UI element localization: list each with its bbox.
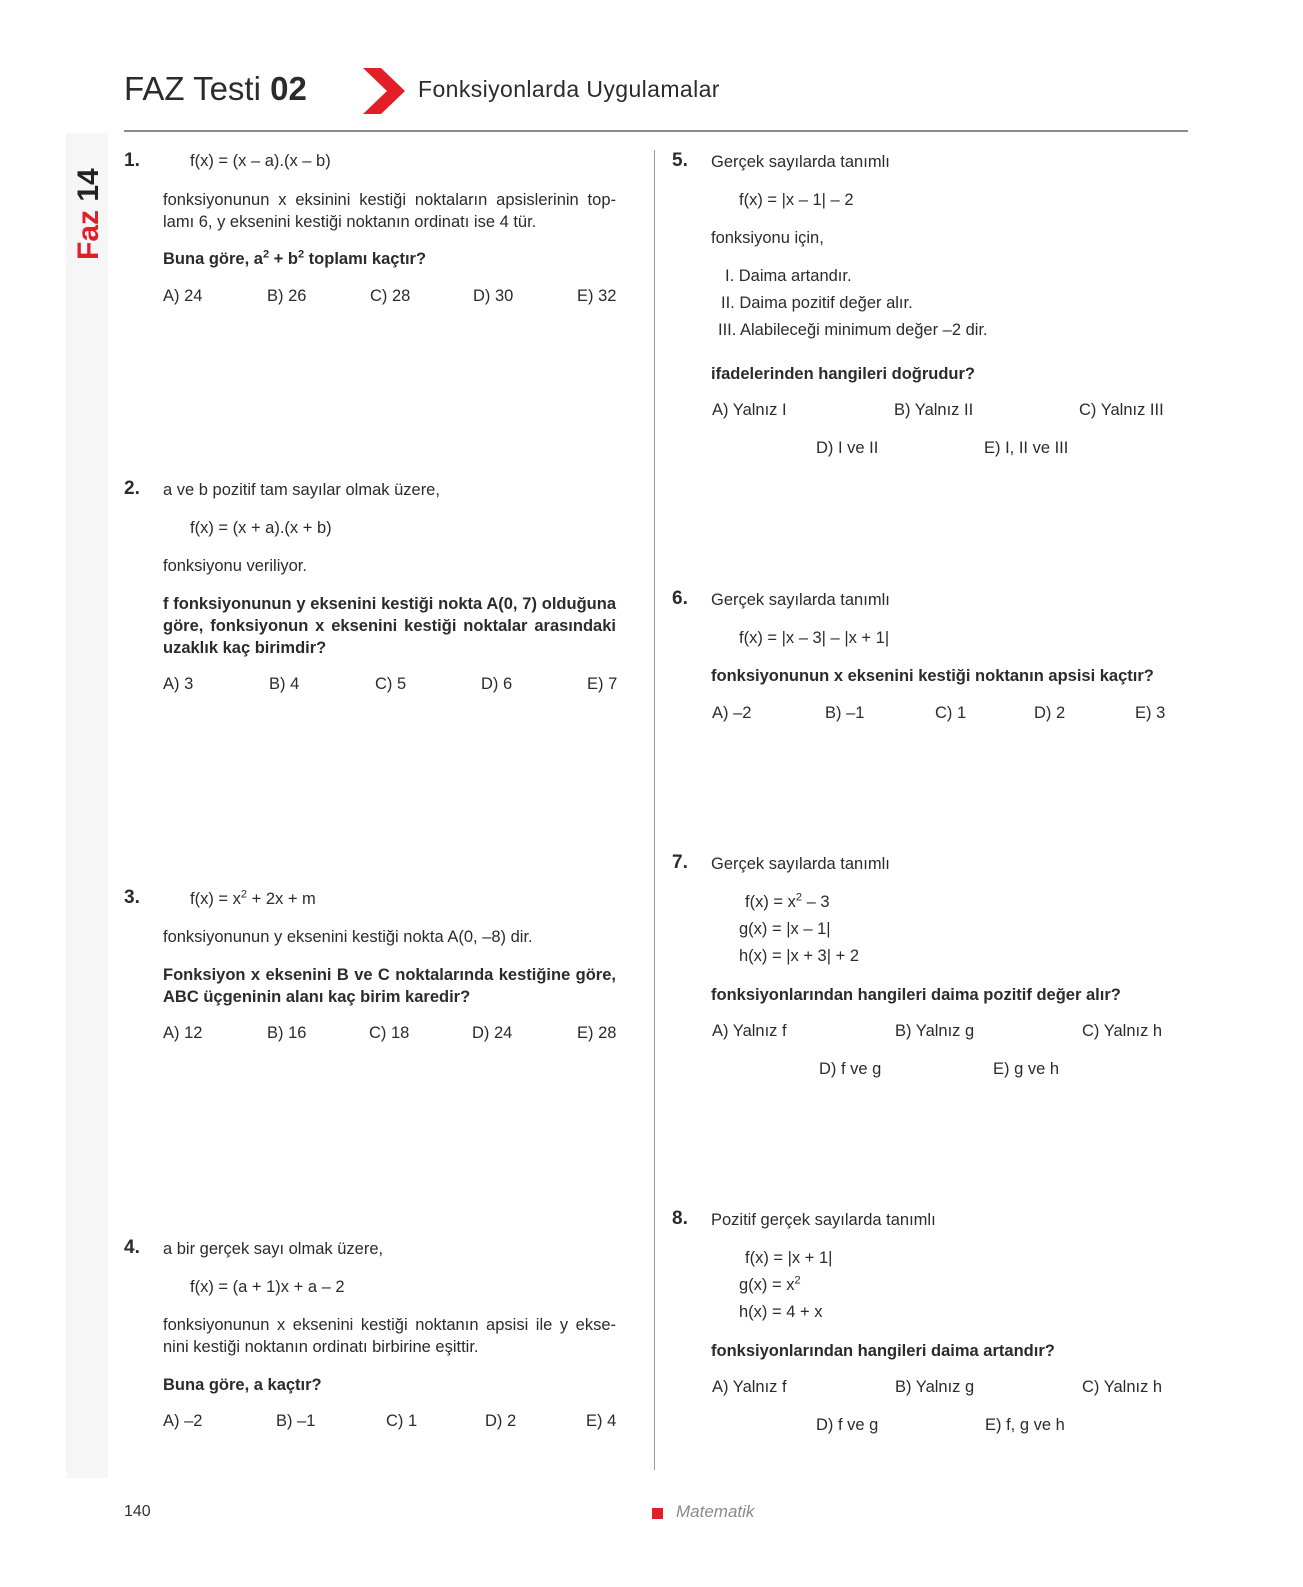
ask-part: toplamı kaçtır? (304, 250, 427, 268)
formula: f(x) = (x – a).(x – b) (190, 152, 331, 170)
answer-option[interactable]: A) Yalnız f (712, 1022, 787, 1040)
page-number: 140 (124, 1503, 151, 1520)
question-number: 3. (124, 887, 140, 908)
answer-option[interactable]: A) –2 (163, 1412, 203, 1430)
answer-option[interactable]: D) 2 (1034, 704, 1066, 722)
answer-option[interactable]: E) 3 (1135, 704, 1166, 722)
answer-option[interactable]: A) 12 (163, 1024, 203, 1042)
answer-option[interactable]: B) 4 (269, 675, 300, 693)
question-body: fonksiyonu için, (711, 229, 824, 247)
answer-option[interactable]: C) Yalnız III (1079, 401, 1164, 419)
superscript: 2 (240, 888, 248, 901)
question-ask: Buna göre, a kaçtır? (163, 1376, 322, 1394)
answer-option[interactable]: E) I, II ve III (984, 439, 1069, 457)
answer-option[interactable]: A) 24 (163, 287, 203, 305)
question-ask (163, 248, 426, 270)
question-body: fonksiyonunun x eksinini kestiği noktaların apsislerinin top-lamı 6, y eksenini kestiği noktanın ordinatı ise 4 tür. (163, 191, 616, 231)
ask-part: Buna göre, a (163, 250, 263, 268)
formula-f: f(x) = |x + 1| (745, 1249, 833, 1267)
answer-option[interactable]: D) f ve g (819, 1060, 882, 1078)
question-number: 5. (672, 150, 688, 171)
question-number: 2. (124, 478, 140, 499)
formula-h: h(x) = 4 + x (739, 1303, 823, 1321)
faz-label: Faz (72, 209, 105, 260)
answer-option[interactable]: B) –1 (825, 704, 865, 722)
answer-option[interactable]: E) 4 (586, 1412, 617, 1430)
formula: f(x) = |x – 1| – 2 (739, 191, 854, 209)
test-title (124, 70, 307, 108)
answer-option[interactable]: D) 30 (473, 287, 514, 305)
question-ask: fonksiyonlarından hangileri daima artandır? (711, 1342, 1055, 1360)
answer-option[interactable]: C) 18 (369, 1024, 410, 1042)
answer-option[interactable]: A) Yalnız I (712, 401, 787, 419)
formula-g: g(x) = |x – 1| (739, 920, 831, 938)
answer-option[interactable]: C) 28 (370, 287, 411, 305)
answer-option[interactable]: C) 5 (375, 675, 407, 693)
answer-option[interactable]: B) Yalnız II (894, 401, 974, 419)
question-body: fonksiyonunun y eksenini kestiği nokta A(0, –8) dir. (163, 928, 533, 946)
answer-option[interactable]: D) f ve g (816, 1416, 879, 1434)
formula-g (739, 1274, 801, 1296)
statement-item: I. Daima artandır. (725, 267, 852, 285)
question-intro: Pozitif gerçek sayılarda tanımlı (711, 1211, 936, 1229)
superscript: 2 (297, 248, 305, 261)
answer-option[interactable]: A) –2 (712, 704, 752, 722)
chevron-right-icon (363, 68, 405, 114)
answer-option[interactable]: E) f, g ve h (985, 1416, 1065, 1434)
answer-option[interactable]: D) 24 (472, 1024, 513, 1042)
footer-subject: Matematik (676, 1502, 755, 1521)
test-label: FAZ Testi (124, 70, 261, 107)
formula (190, 888, 316, 910)
answer-option[interactable]: C) Yalnız h (1082, 1378, 1163, 1396)
column-divider (654, 150, 655, 1470)
ask-part: + b (269, 250, 298, 268)
question-body: fonksiyonunun x eksenini kestiği noktanın apsisi ile y ekse-nini kestiği noktanın ordinatı birbirine eşittir. (163, 1316, 616, 1356)
question-intro: Gerçek sayılarda tanımlı (711, 591, 890, 609)
answer-option[interactable]: E) 32 (577, 287, 617, 305)
faz-tab (72, 168, 106, 260)
formula-h: h(x) = |x + 3| + 2 (739, 947, 860, 965)
side-band (66, 133, 108, 1478)
formula: f(x) = (a + 1)x + a – 2 (190, 1278, 345, 1296)
question-number: 6. (672, 588, 688, 609)
answer-option[interactable]: D) I ve II (816, 439, 879, 457)
answer-option[interactable]: E) g ve h (993, 1060, 1060, 1078)
statement-item: II. Daima pozitif değer alır. (721, 294, 913, 312)
question-number: 7. (672, 852, 688, 873)
answer-option[interactable]: B) 16 (267, 1024, 307, 1042)
answer-option[interactable]: A) 3 (163, 675, 194, 693)
answer-option[interactable]: B) Yalnız g (895, 1022, 975, 1040)
header-divider (124, 130, 1188, 132)
test-number: 02 (270, 70, 307, 107)
answer-option[interactable]: C) 1 (935, 704, 967, 722)
question-number: 4. (124, 1237, 140, 1258)
answer-option[interactable]: E) 28 (577, 1024, 617, 1042)
formula-part: g(x) = x (739, 1276, 795, 1294)
question-ask: ifadelerinden hangileri doğrudur? (711, 365, 976, 383)
answer-option[interactable]: B) 26 (267, 287, 307, 305)
question-ask: fonksiyonunun x eksenini kestiği noktanın apsisi kaçtır? (711, 667, 1154, 685)
footer-square-icon (652, 1508, 663, 1519)
formula-part: + 2x + m (247, 890, 316, 908)
question-intro: Gerçek sayılarda tanımlı (711, 855, 890, 873)
formula-part: f(x) = x (745, 893, 796, 911)
answer-option[interactable]: D) 6 (481, 675, 513, 693)
question-intro: a ve b pozitif tam sayılar olmak üzere, (163, 481, 440, 499)
question-number: 8. (672, 1208, 688, 1229)
formula: f(x) = (x + a).(x + b) (190, 519, 332, 537)
question-intro: Gerçek sayılarda tanımlı (711, 153, 890, 171)
superscript: 2 (262, 248, 270, 261)
superscript: 2 (794, 1274, 801, 1287)
statement-item: III. Alabileceği minimum değer –2 dir. (718, 321, 988, 339)
question-ask: f fonksiyonunun y eksenini kestiği nokta A(0, 7) olduğuna göre, fonksiyonun x eksenini kestiği noktalar arasındaki uzaklık kaç birimdir? (163, 595, 616, 657)
formula-part: – 3 (802, 893, 830, 911)
answer-option[interactable]: C) 1 (386, 1412, 418, 1430)
answer-option[interactable]: E) 7 (587, 675, 618, 693)
answer-option[interactable]: A) Yalnız f (712, 1378, 787, 1396)
answer-option[interactable]: D) 2 (485, 1412, 517, 1430)
answer-option[interactable]: B) –1 (276, 1412, 316, 1430)
formula-f (745, 891, 830, 913)
question-body: fonksiyonu veriliyor. (163, 557, 307, 575)
question-ask: Fonksiyon x eksenini B ve C noktalarında kestiğine göre, ABC üçgeninin alanı kaç birim karedir? (163, 966, 616, 1006)
answer-option[interactable]: B) Yalnız g (895, 1378, 975, 1396)
question-number: 1. (124, 150, 140, 171)
question-intro: a bir gerçek sayı olmak üzere, (163, 1240, 384, 1258)
question-ask: fonksiyonlarından hangileri daima pozitif değer alır? (711, 986, 1121, 1004)
superscript: 2 (795, 891, 803, 904)
formula-part: f(x) = x (190, 890, 241, 908)
answer-option[interactable]: C) Yalnız h (1082, 1022, 1163, 1040)
faz-number: 14 (72, 168, 105, 202)
subject-title: Fonksiyonlarda Uygulamalar (418, 76, 720, 102)
formula: f(x) = |x – 3| – |x + 1| (739, 629, 890, 647)
